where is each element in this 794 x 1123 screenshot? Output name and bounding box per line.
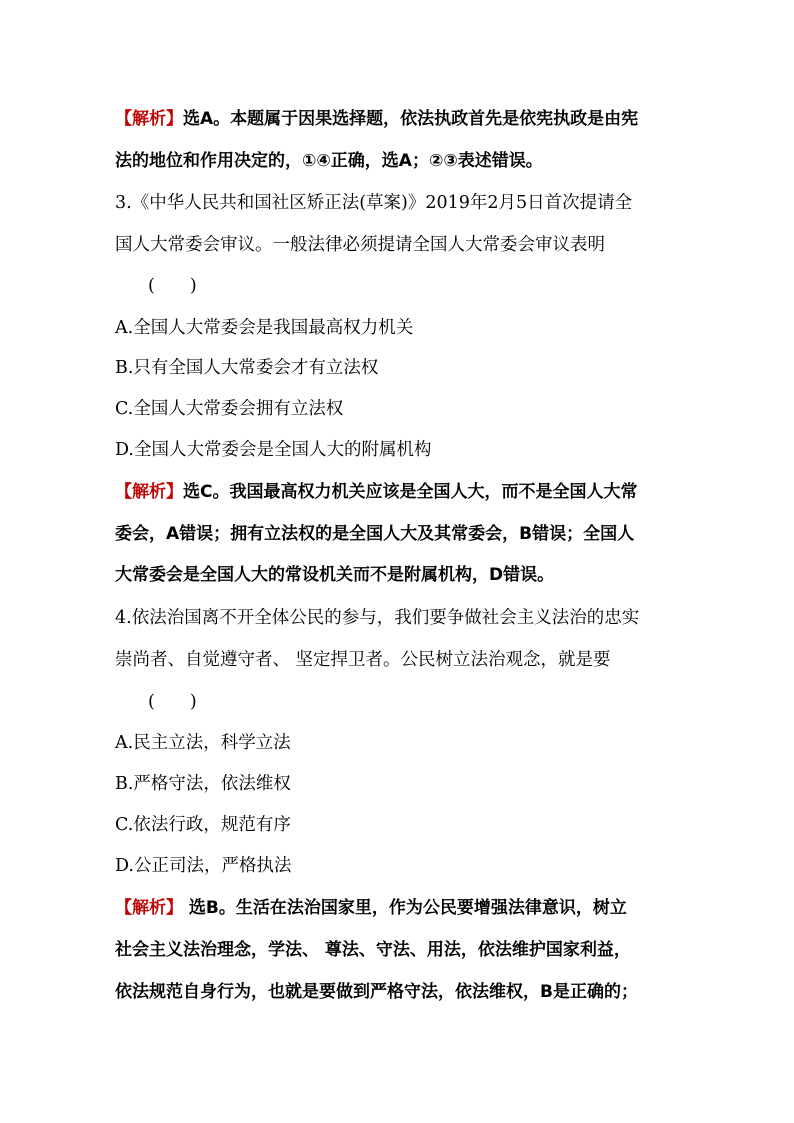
- question-4-line-2: 崇尚者、自觉遵守者、 坚定捍卫者。公民树立法治观念，就是要: [115, 650, 611, 670]
- question-3-option-c: C.全国人大常委会拥有立法权: [115, 399, 344, 419]
- analysis-2-line-1: [115, 107, 695, 131]
- question-3-line-2: 国人大常委会审议。一般法律必须提请全国人大常委会审议表明: [115, 235, 605, 255]
- analysis-tag: 【解析】: [115, 898, 183, 918]
- analysis-4-line-1: [115, 896, 695, 920]
- question-4-option-d: D.公正司法，严格执法: [115, 856, 292, 876]
- analysis-tag: 【解析】: [115, 482, 183, 502]
- question-4-answer-blank: ( ): [148, 692, 197, 712]
- analysis-4-line-3: 依法规范自身行为，也就是要做到严格守法，依法维权，B是正确的；: [115, 982, 638, 1002]
- question-3-answer-blank: ( ): [148, 276, 197, 296]
- question-4-option-c: C.依法行政，规范有序: [115, 815, 291, 835]
- analysis-text: 选B。生活在法治国家里，作为公民要增强法律意识，树立: [183, 898, 627, 918]
- analysis-2-line-2: 法的地位和作用决定的，①④正确，选A；②③表述错误。: [115, 151, 543, 171]
- analysis-text: 选C。我国最高权力机关应该是全国人大，而不是全国人大常: [183, 482, 638, 502]
- question-3-option-d: D.全国人大常委会是全国人大的附属机构: [115, 440, 432, 460]
- analysis-3-line-3: 大常委会是全国人大的常设机关而不是附属机构，D错误。: [115, 565, 555, 585]
- question-3-option-b: B.只有全国人大常委会才有立法权: [115, 358, 379, 378]
- question-3-option-a: A.全国人大常委会是我国最高权力机关: [115, 318, 414, 338]
- question-4-option-a: A.民主立法，科学立法: [115, 733, 291, 753]
- analysis-3-line-2: 委会，A错误；拥有立法权的是全国人大及其常委会，B错误；全国人: [115, 524, 635, 544]
- analysis-3-line-1: [115, 480, 695, 504]
- question-4-line-1: 4.依法治国离不开全体公民的参与，我们要争做社会主义法治的忠实: [115, 608, 640, 628]
- analysis-text: 选A。本题属于因果选择题，依法执政首先是依宪执政是由宪: [183, 109, 639, 129]
- question-4-option-b: B.严格守法，依法维权: [115, 774, 291, 794]
- analysis-tag: 【解析】: [115, 109, 183, 129]
- question-3-line-1: 3.《中华人民共和国社区矫正法(草案)》2019年2月5日首次提请全: [115, 193, 633, 213]
- analysis-4-line-2: 社会主义法治理念，学法、 尊法、守法、用法，依法维护国家利益，: [115, 940, 631, 960]
